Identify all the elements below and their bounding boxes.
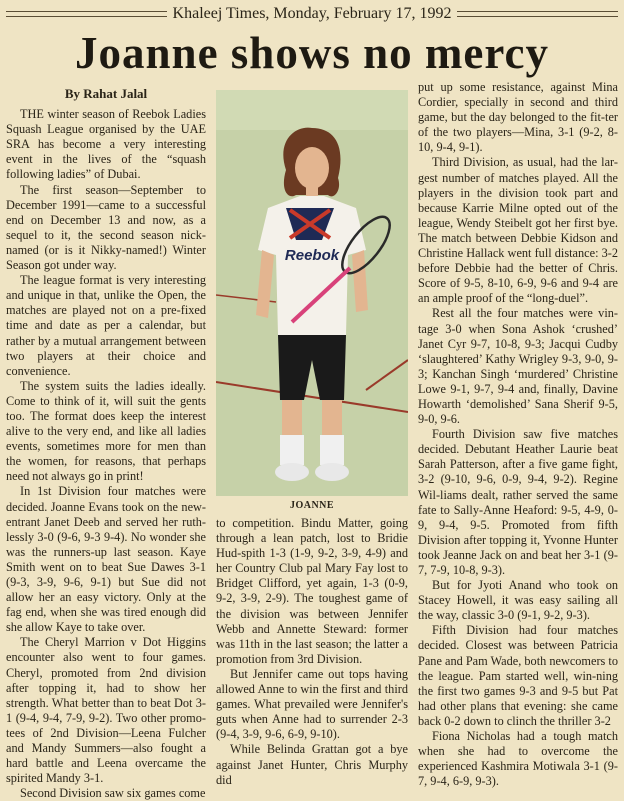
paragraph: Fifth Division had four matches decided. Closest was between Patricia Pane and Pam Wade, both newcomers to the league. Pam started well, win-ning the first two games 9-3 and 9-5 but Pat had other plans that evening: she came back 0-2 down to clinch the thriller 3-2 [418,623,618,728]
article-column-3 [418,80,618,789]
headline: Joanne shows no mercy [75,28,549,78]
paragraph: Third Division, as usual, had the lar-gest number of matches played. All the players in the division took part and because Karrie Milne opted out of the league, Wendy Steibelt got her first bye. The match between Debbie Kidson and Christine Hallack went full distance: 3-2 before Debbie had the better of Chris. Score of 9-5, 8-10, 6-9, 9-6 and 9-4 are an ample proof of the “long-duel”. [418,155,618,306]
masthead-text: Khaleej Times, Monday, February 17, 1992 [167,5,458,22]
paragraph: The league format is very interesting and unique in that, unlike the Open, the matches are played not on a pre-fixed time and date as per a calendar, but rather by a mutual arrangement between two players at their choice and convenience. [6,273,206,378]
paragraph: But for Jyoti Anand who took on Stacey Howell, it was easy sailing all the way, classic 3-0 (9-1, 9-2, 9-3). [418,578,618,623]
paragraph: THE winter season of Reebok Ladies Squash League organised by the UAE SRA has become a very interesting event in the lives of the “squash following ladies” of Dubai. [6,107,206,182]
photo-caption: JOANNE [289,500,335,511]
paragraph: In 1st Division four matches were decided. Joanne Evans took on the new-entrant Janet Deeb and served her ruth-lessly 3-0 (9-6, 9-3 9-4). No wonder she was the runners-up last season. Kaye Smith went on to beat Sue Dawes 3-1 (9-3, 3-9, 9-6, 9-1) but Sue did not allow her an easy victory. Only at the fag end, when she was tired enough did she allow Kaye to take over. [6,484,206,635]
player-photo-illustration [216,90,408,496]
paragraph: The system suits the ladies ideally. Come to think of it, will suit the gents too. The format does keep the interest alive to the very end, and like all ladies events, sometimes more for men than the women, for reasons, that perhaps need not always go in print! [6,378,206,484]
shirt-logo: Reebok [284,247,340,264]
paragraph: The first season—September to December 1991—came to a successful end on December 13 and now, as a sequel to it, the second season nick-named (or is it Nikky-named!) Winter Season got under way. [6,182,206,273]
paragraph: Second Division saw six games come [20,786,206,801]
byline: By Rahat Jalal [64,86,148,101]
paragraph: put up some resistance, against Mina Cordier, specially in second and third game, but the day belonged to the fit-ter of the two players—Mina, 3-1 (9-2, 8-10, 9-4, 9-1). [418,80,618,155]
article-column-1 [6,86,206,801]
paragraph: to competition. Bindu Matter, going through a lean patch, lost to Bridie Hud-spith 1-3 (1-9, 9-2, 3-9, 4-9) and her Country Club pal Mary Fay lost to Bridget Clifford, yet again, 1-3 (0-9, 9-2, 3-9, 2-9). The toughest game of the division was between Jennifer Webb and Annette Steward: former was 11th in the last season; the latter a promotion from 3rd Division. [216,516,408,666]
player-photo [216,90,408,496]
paragraph: Rest all the four matches were vin-tage 3-0 when Sona Ashok ‘crushed’ Janet Cyr 9-7, 10-8, 9-3; Jacqui Cudby ‘slaughtered’ Kathy Wrigley 9-3, 9-0, 9-3; Kanchan Singh ‘murdered’ Christine Lowe 9-1, 9-7, 9-4 and, finally, Davine Howarth ‘demolished’ Sana Sherif 9-5, 9-0, 9-6. [418,306,618,427]
article-column-2 [216,516,408,788]
paragraph: While Belinda Grattan got a bye against Janet Hunter, Chris Murphy did [216,742,408,787]
paragraph: Fourth Division saw five matches decided. Debutant Heather Laurie beat Sarah Patterson, after a five game fight, 3-2 (9-10, 9-6, 0-9, 9-4, 9-2). Regine Wil-liams dealt, rather served the same fate to Sally-Anne Heaford: 9-5, 4-9, 0-9, 9-4, 9-5. Promoted from fifth Division after topping it, Yvonne Hunter took Jeanne Jack on and beat her 3-1 (9-7, 7-9, 10-8, 9-3). [418,427,618,577]
paragraph: Fiona Nicholas had a tough match when she had to overcome the experienced Kashmira Motiwala 3-1 (9-7, 9-4, 6-9, 9-3). [418,729,618,789]
paragraph: The Cheryl Marrion v Dot Higgins encounter also went to four games. Cheryl, promoted from 2nd division after topping it, had to show her strength. What better than to beat Dot 3-1 (9-4, 9-4, 7-9, 9-2). Two other promo-tees of 2nd Division—Leena Fulcher and Mandy Summers—also fought a hard battle and Leena overcame the spirited Mandy 3-1. [6,635,206,786]
masthead [0,5,624,23]
paragraph: But Jennifer came out tops having allowed Anne to win the first and third games. What prevailed were Jennifer's guts when Anne had to surrender 2-3 (9-4, 3-9, 9-6, 6-9, 9-10). [216,666,408,742]
